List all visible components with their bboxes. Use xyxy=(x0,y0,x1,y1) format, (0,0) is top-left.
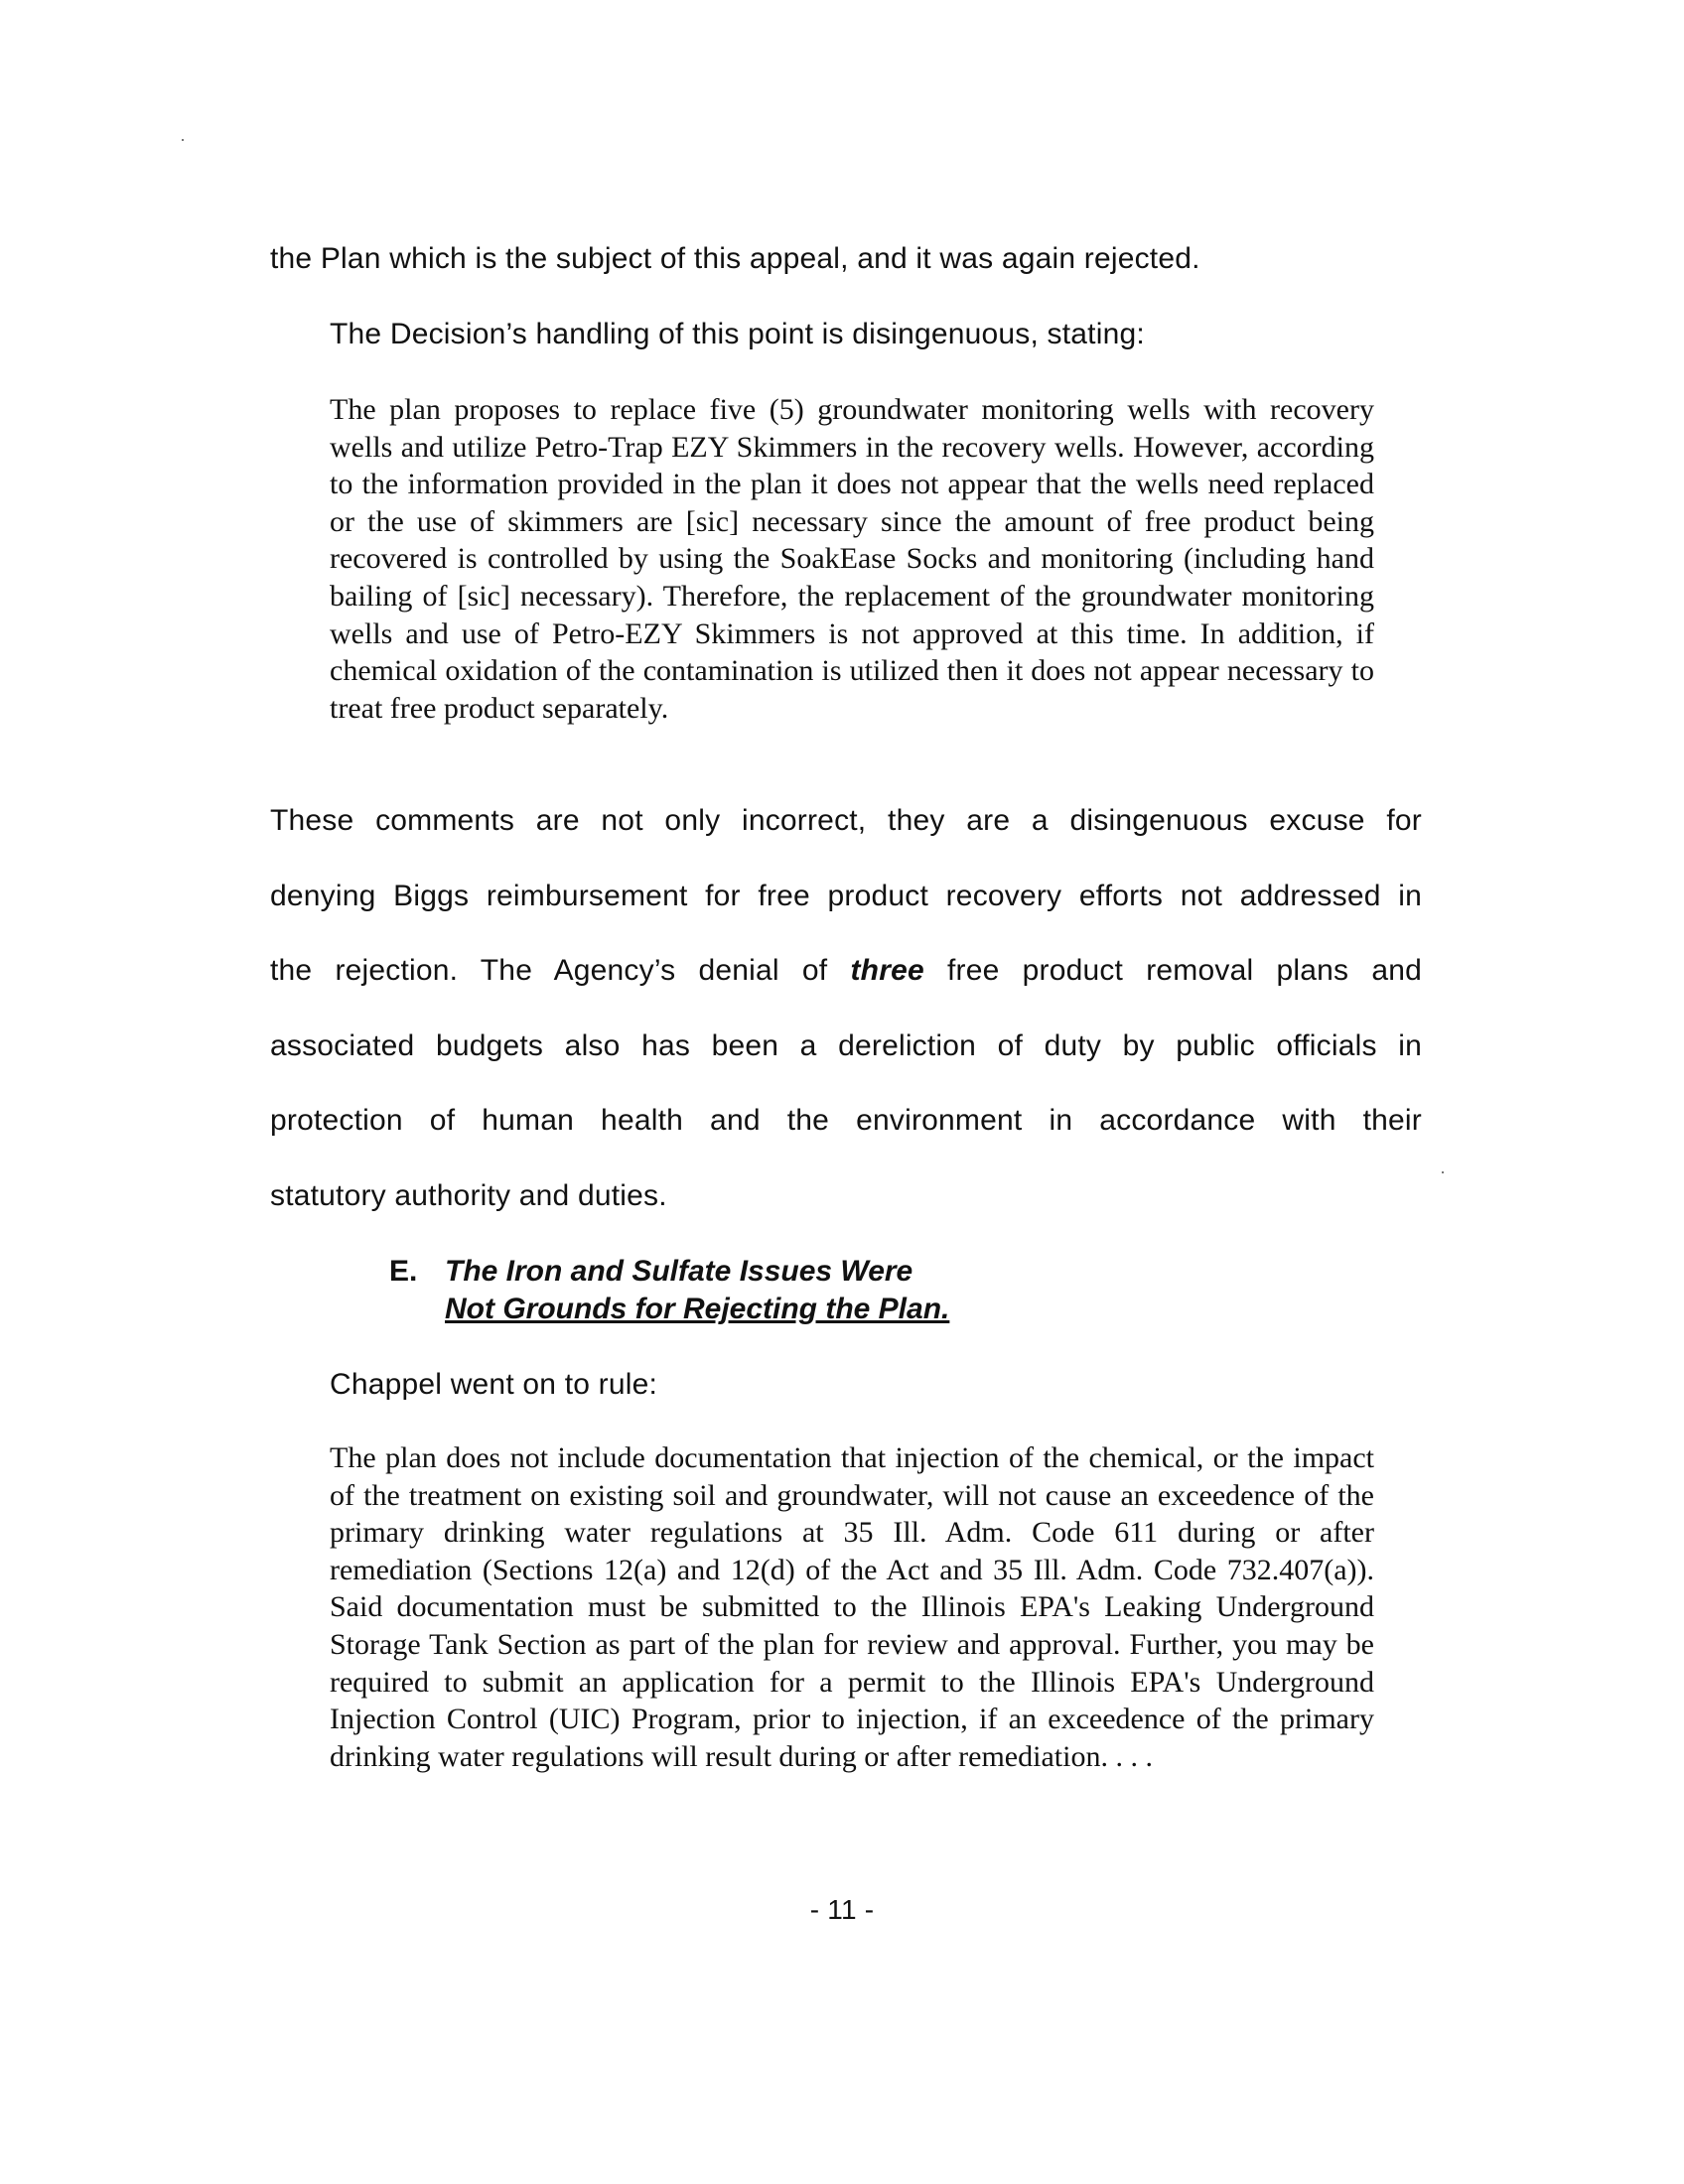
section-letter: E. xyxy=(389,1255,418,1288)
paragraph-text: free product removal plans and xyxy=(923,954,1422,987)
scan-speck xyxy=(1442,1171,1444,1173)
paragraph-line: statutory authority and duties. xyxy=(270,1179,667,1212)
paragraph-text: the rejection. The Agency’s denial of xyxy=(270,954,851,987)
continuation-line: the Plan which is the subject of this appeal, and it was again rejected. xyxy=(270,242,1200,275)
emphasis-three: three xyxy=(850,954,924,987)
intro-sentence-1: The Decision’s handling of this point is disingenuous, stating: xyxy=(330,318,1145,350)
intro-sentence-2: Chappel went on to rule: xyxy=(330,1368,658,1401)
section-heading-e xyxy=(389,1253,1084,1332)
page-number: - 11 - xyxy=(809,1894,875,1925)
section-title-line-2: Not Grounds for Rejecting the Plan. xyxy=(445,1293,950,1325)
block-quote-1: The plan proposes to replace five (5) groundwater monitoring wells with recovery wells and utilize Petro-Trap EZY Skimmers in the recovery wells. However, according to the information provided in the plan it does not appear that the wells need replaced or the use of skimmers are [sic] necessary since the amount of free product being recovered is controlled by using the SoakEase Socks and monitoring (including hand bailing of [sic] necessary). Therefore, the replacement of the groundwater monitoring wells and use of Petro-EZY Skimmers is not approved at this time. In addition, if chemical oxidation of the contamination is utilized then it does not appear necessary to treat free product separately. xyxy=(330,393,1374,725)
block-quote-2: The plan does not include documentation that injection of the chemical, or the impact of the treatment on existing soil and groundwater, will not cause an exceedence of the primary drinking water regulations at 35 Ill. Adm. Code 611 during or after remediation (Sections 12(a) and 12(d) of the Act and 35 Ill. Adm. Code 732.407(a)). Said documentation must be submitted to the Illinois EPA's Leaking Underground Storage Tank Section as part of the plan for review and approval. Further, you may be required to submit an application for a permit to the Illinois EPA's Underground Injection Control (UIC) Program, prior to injection, if an exceedence of the primary drinking water regulations will result during or after remediation. . . . xyxy=(330,1441,1374,1773)
paragraph-line: These comments are not only incorrect, they are a disingenuous excuse for xyxy=(270,804,1422,837)
section-title-line-1: The Iron and Sulfate Issues Were xyxy=(445,1255,913,1288)
paragraph-line: protection of human health and the environment in accordance with their xyxy=(270,1104,1422,1137)
paragraph-line: associated budgets also has been a dereliction of duty by public officials in xyxy=(270,1029,1422,1062)
paragraph-line: denying Biggs reimbursement for free product recovery efforts not addressed in xyxy=(270,880,1422,912)
scan-speck xyxy=(182,139,184,141)
paragraph-line xyxy=(270,954,1422,988)
